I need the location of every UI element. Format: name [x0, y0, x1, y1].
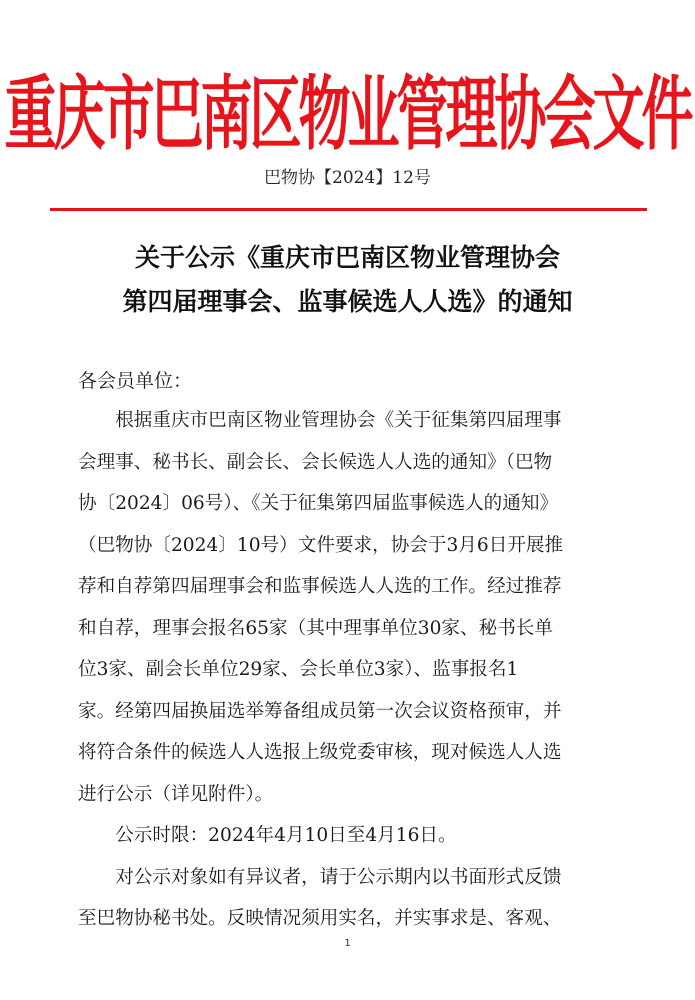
salutation: 各会员单位：	[78, 370, 193, 392]
body-line: （巴物协〔2024〕10号）文件要求，协会于3月6日开展推	[78, 534, 564, 556]
body-line: 荐和自荐第四届理事会和监事候选人人选的工作。经过推荐	[78, 576, 562, 597]
document-number: 巴物协【2024】12号	[264, 168, 431, 188]
body-paragraph	[78, 400, 618, 815]
body-line: 公示时限：2024年4月10日至4月16日。	[115, 825, 457, 846]
body-line: 进行公示（详见附件）。	[78, 783, 274, 805]
body-line: 位3家、副会长单位29家、会长单位3家）、监事报名1	[78, 659, 519, 680]
body-line: 会理事、秘书长、副会长、会长候选人人选的通知》（巴物	[78, 451, 553, 473]
body-line: 根据重庆市巴南区物业管理协会《关于征集第四届理事	[115, 410, 562, 431]
notice-body	[78, 400, 618, 940]
body-line: 对公示对象如有异议者，请于公示期内以书面形式反馈	[115, 866, 562, 888]
red-divider-rule	[50, 208, 647, 211]
body-line: 家。经第四届换届选举筹备组成员第一次会议资格预审，并	[78, 700, 562, 722]
body-line: 至巴物协秘书处。反映情况须用实名，并实事求是、客观、	[78, 908, 562, 929]
notice-title	[0, 236, 695, 324]
notice-title-line: 第四届理事会、监事候选人人选》的通知	[122, 287, 573, 316]
masthead-title: 重庆市巴南区物业管理协会文件	[4, 69, 691, 162]
body-line: 协〔2024〕06号）、《关于征集第四届监事候选人的通知》	[78, 493, 559, 514]
body-paragraph	[78, 857, 618, 940]
notice-title-line: 关于公示《重庆市巴南区物业管理协会	[134, 243, 560, 272]
page-number: 1	[344, 938, 351, 949]
body-paragraph	[78, 815, 618, 857]
body-line: 将符合条件的候选人人选报上级党委审核，现对候选人人选	[78, 742, 562, 763]
body-line: 和自荐，理事会报名65家（其中理事单位30家、秘书长单	[78, 617, 553, 639]
